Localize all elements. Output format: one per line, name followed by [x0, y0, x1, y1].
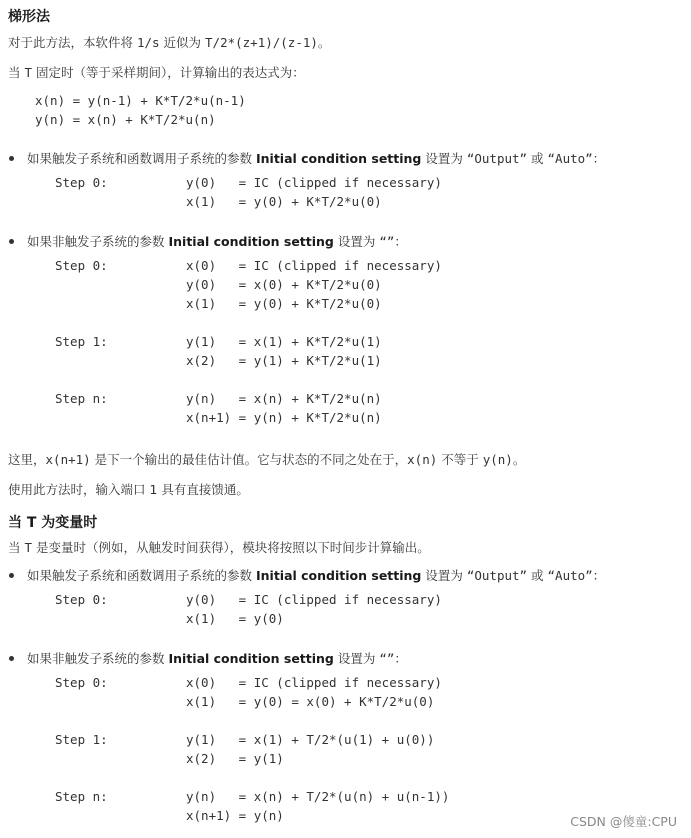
- step-label: Step 0:: [55, 175, 108, 190]
- fixed-t-text: 当: [8, 65, 25, 80]
- fixed-t-text-end: 固定时（等于采样期间），计算输出的表达式为：: [32, 65, 305, 80]
- bullet-text: 如果触发子系统和函数调用子系统的参数: [27, 151, 256, 166]
- fixed-t-code: T: [24, 65, 33, 80]
- bullet-triggered: [27, 149, 605, 167]
- intro-text: 是变量时（例如，从触发时间获得），模块将按照以下时间步计算输出。: [32, 540, 430, 555]
- csdn-watermark: CSDN @傻童:CPU: [570, 814, 677, 829]
- note-text: 不等于: [437, 452, 483, 467]
- note-code: x(n+1): [45, 452, 91, 467]
- step-label: Step 1:: [55, 334, 108, 349]
- equation-line: y(n) = x(n) + K*T/2*u(n): [186, 391, 382, 406]
- bullet-text: 或: [527, 568, 548, 583]
- step-equations: [186, 730, 434, 768]
- bullet-nontriggered: [27, 649, 407, 667]
- variable-t-intro: [8, 538, 430, 556]
- bullet-text: 设置为: [421, 151, 467, 166]
- note-feedthrough: 使用此方法时，输入端口 1 具有直接馈通。: [8, 482, 249, 497]
- intro-code-approx: T/2*(z+1)/(z-1): [205, 35, 318, 50]
- fixed-t-paragraph: [8, 63, 305, 81]
- bullet-text: 如果非触发子系统的参数: [27, 651, 169, 666]
- equation-line: y(0) = x(0) + K*T/2*u(0): [186, 277, 382, 292]
- param-name: Initial condition setting: [255, 151, 422, 166]
- note-text: 是下一个输出的最佳估计值。它与状态的不同之处在于，: [90, 452, 408, 467]
- step-label: Step n:: [55, 391, 108, 406]
- equation-line: y(1) = x(1) + T/2*(u(1) + u(0)): [186, 732, 435, 747]
- param-name: Initial condition setting: [168, 234, 334, 249]
- intro-text-mid: 近似为: [159, 35, 206, 50]
- bullet-dot: [9, 156, 14, 161]
- equation-line: x(n+1) = y(n): [186, 808, 284, 823]
- equation-line: x(1) = y(0) + K*T/2*u(0): [186, 296, 382, 311]
- equation-line: y(n) = x(n) + T/2*(u(n) + u(n-1)): [186, 789, 450, 804]
- step-equations: [186, 590, 442, 628]
- step-label: Step 1:: [55, 732, 108, 747]
- bullet-text: 设置为: [333, 234, 380, 249]
- equation-line: x(1) = y(0) + K*T/2*u(0): [186, 194, 382, 209]
- equation-line: x(n+1) = y(n) + K*T/2*u(n): [186, 410, 382, 425]
- bullet-dot: [9, 239, 14, 244]
- param-value-empty: “”: [379, 651, 395, 666]
- bullet-text: ：: [394, 234, 407, 249]
- section-title-variable-t: 当 T 为变量时: [8, 515, 98, 531]
- intro-code-laplace: 1/s: [136, 35, 160, 50]
- equation-line: y(0) = IC (clipped if necessary): [186, 592, 442, 607]
- equation-line: y(1) = x(1) + K*T/2*u(1): [186, 334, 382, 349]
- step-label: Step 0:: [55, 675, 108, 690]
- bullet-dot: [9, 656, 14, 661]
- param-value-output: “Output”: [466, 151, 528, 166]
- step-equations: [186, 173, 442, 211]
- note-code: y(n): [482, 452, 513, 467]
- step-equations: [186, 389, 382, 427]
- param-value-empty: “”: [379, 234, 395, 249]
- bullet-dot: [9, 573, 14, 578]
- intro-text: 对于此方法，本软件将: [8, 35, 137, 50]
- step-equations: [186, 332, 382, 370]
- equation-line: x(1) = y(0): [186, 611, 284, 626]
- note-text: 。: [512, 452, 526, 467]
- step-label: Step n:: [55, 789, 108, 804]
- bullet-text: 如果非触发子系统的参数: [27, 234, 169, 249]
- bullet-text: ：: [394, 651, 407, 666]
- param-name: Initial condition setting: [255, 568, 422, 583]
- intro-text: 当: [8, 540, 25, 555]
- intro-text-end: 。: [317, 35, 331, 50]
- intro-paragraph: [8, 33, 330, 51]
- intro-code: T: [24, 540, 33, 555]
- step-equations: [186, 787, 449, 825]
- note-code: x(n): [407, 452, 438, 467]
- formula-line: y(n) = x(n) + K*T/2*u(n): [35, 112, 216, 127]
- step-label: Step 0:: [55, 592, 108, 607]
- note-estimate: [8, 450, 525, 468]
- param-value-auto: “Auto”: [547, 568, 593, 583]
- bullet-text: 设置为: [333, 651, 380, 666]
- step-equations: [186, 673, 442, 711]
- formula-block: [35, 91, 246, 129]
- param-name: Initial condition setting: [168, 651, 334, 666]
- step-label: Step 0:: [55, 258, 108, 273]
- bullet-nontriggered: [27, 232, 407, 250]
- equation-line: x(2) = y(1): [186, 751, 284, 766]
- equation-line: x(1) = y(0) = x(0) + K*T/2*u(0): [186, 694, 435, 709]
- formula-line: x(n) = y(n-1) + K*T/2*u(n-1): [35, 93, 246, 108]
- note-text: 这里，: [8, 452, 46, 467]
- bullet-text: 或: [527, 151, 548, 166]
- section-title-trapezoidal: 梯形法: [8, 9, 50, 25]
- param-value-output: “Output”: [466, 568, 528, 583]
- bullet-triggered: [27, 566, 605, 584]
- equation-line: x(2) = y(1) + K*T/2*u(1): [186, 353, 382, 368]
- equation-line: y(0) = IC (clipped if necessary): [186, 175, 442, 190]
- equation-line: x(0) = IC (clipped if necessary): [186, 258, 442, 273]
- bullet-text: ：: [592, 568, 606, 583]
- param-value-auto: “Auto”: [547, 151, 593, 166]
- bullet-text: ：: [592, 151, 606, 166]
- step-equations: [186, 256, 442, 313]
- equation-line: x(0) = IC (clipped if necessary): [186, 675, 442, 690]
- bullet-text: 如果触发子系统和函数调用子系统的参数: [27, 568, 256, 583]
- bullet-text: 设置为: [421, 568, 467, 583]
